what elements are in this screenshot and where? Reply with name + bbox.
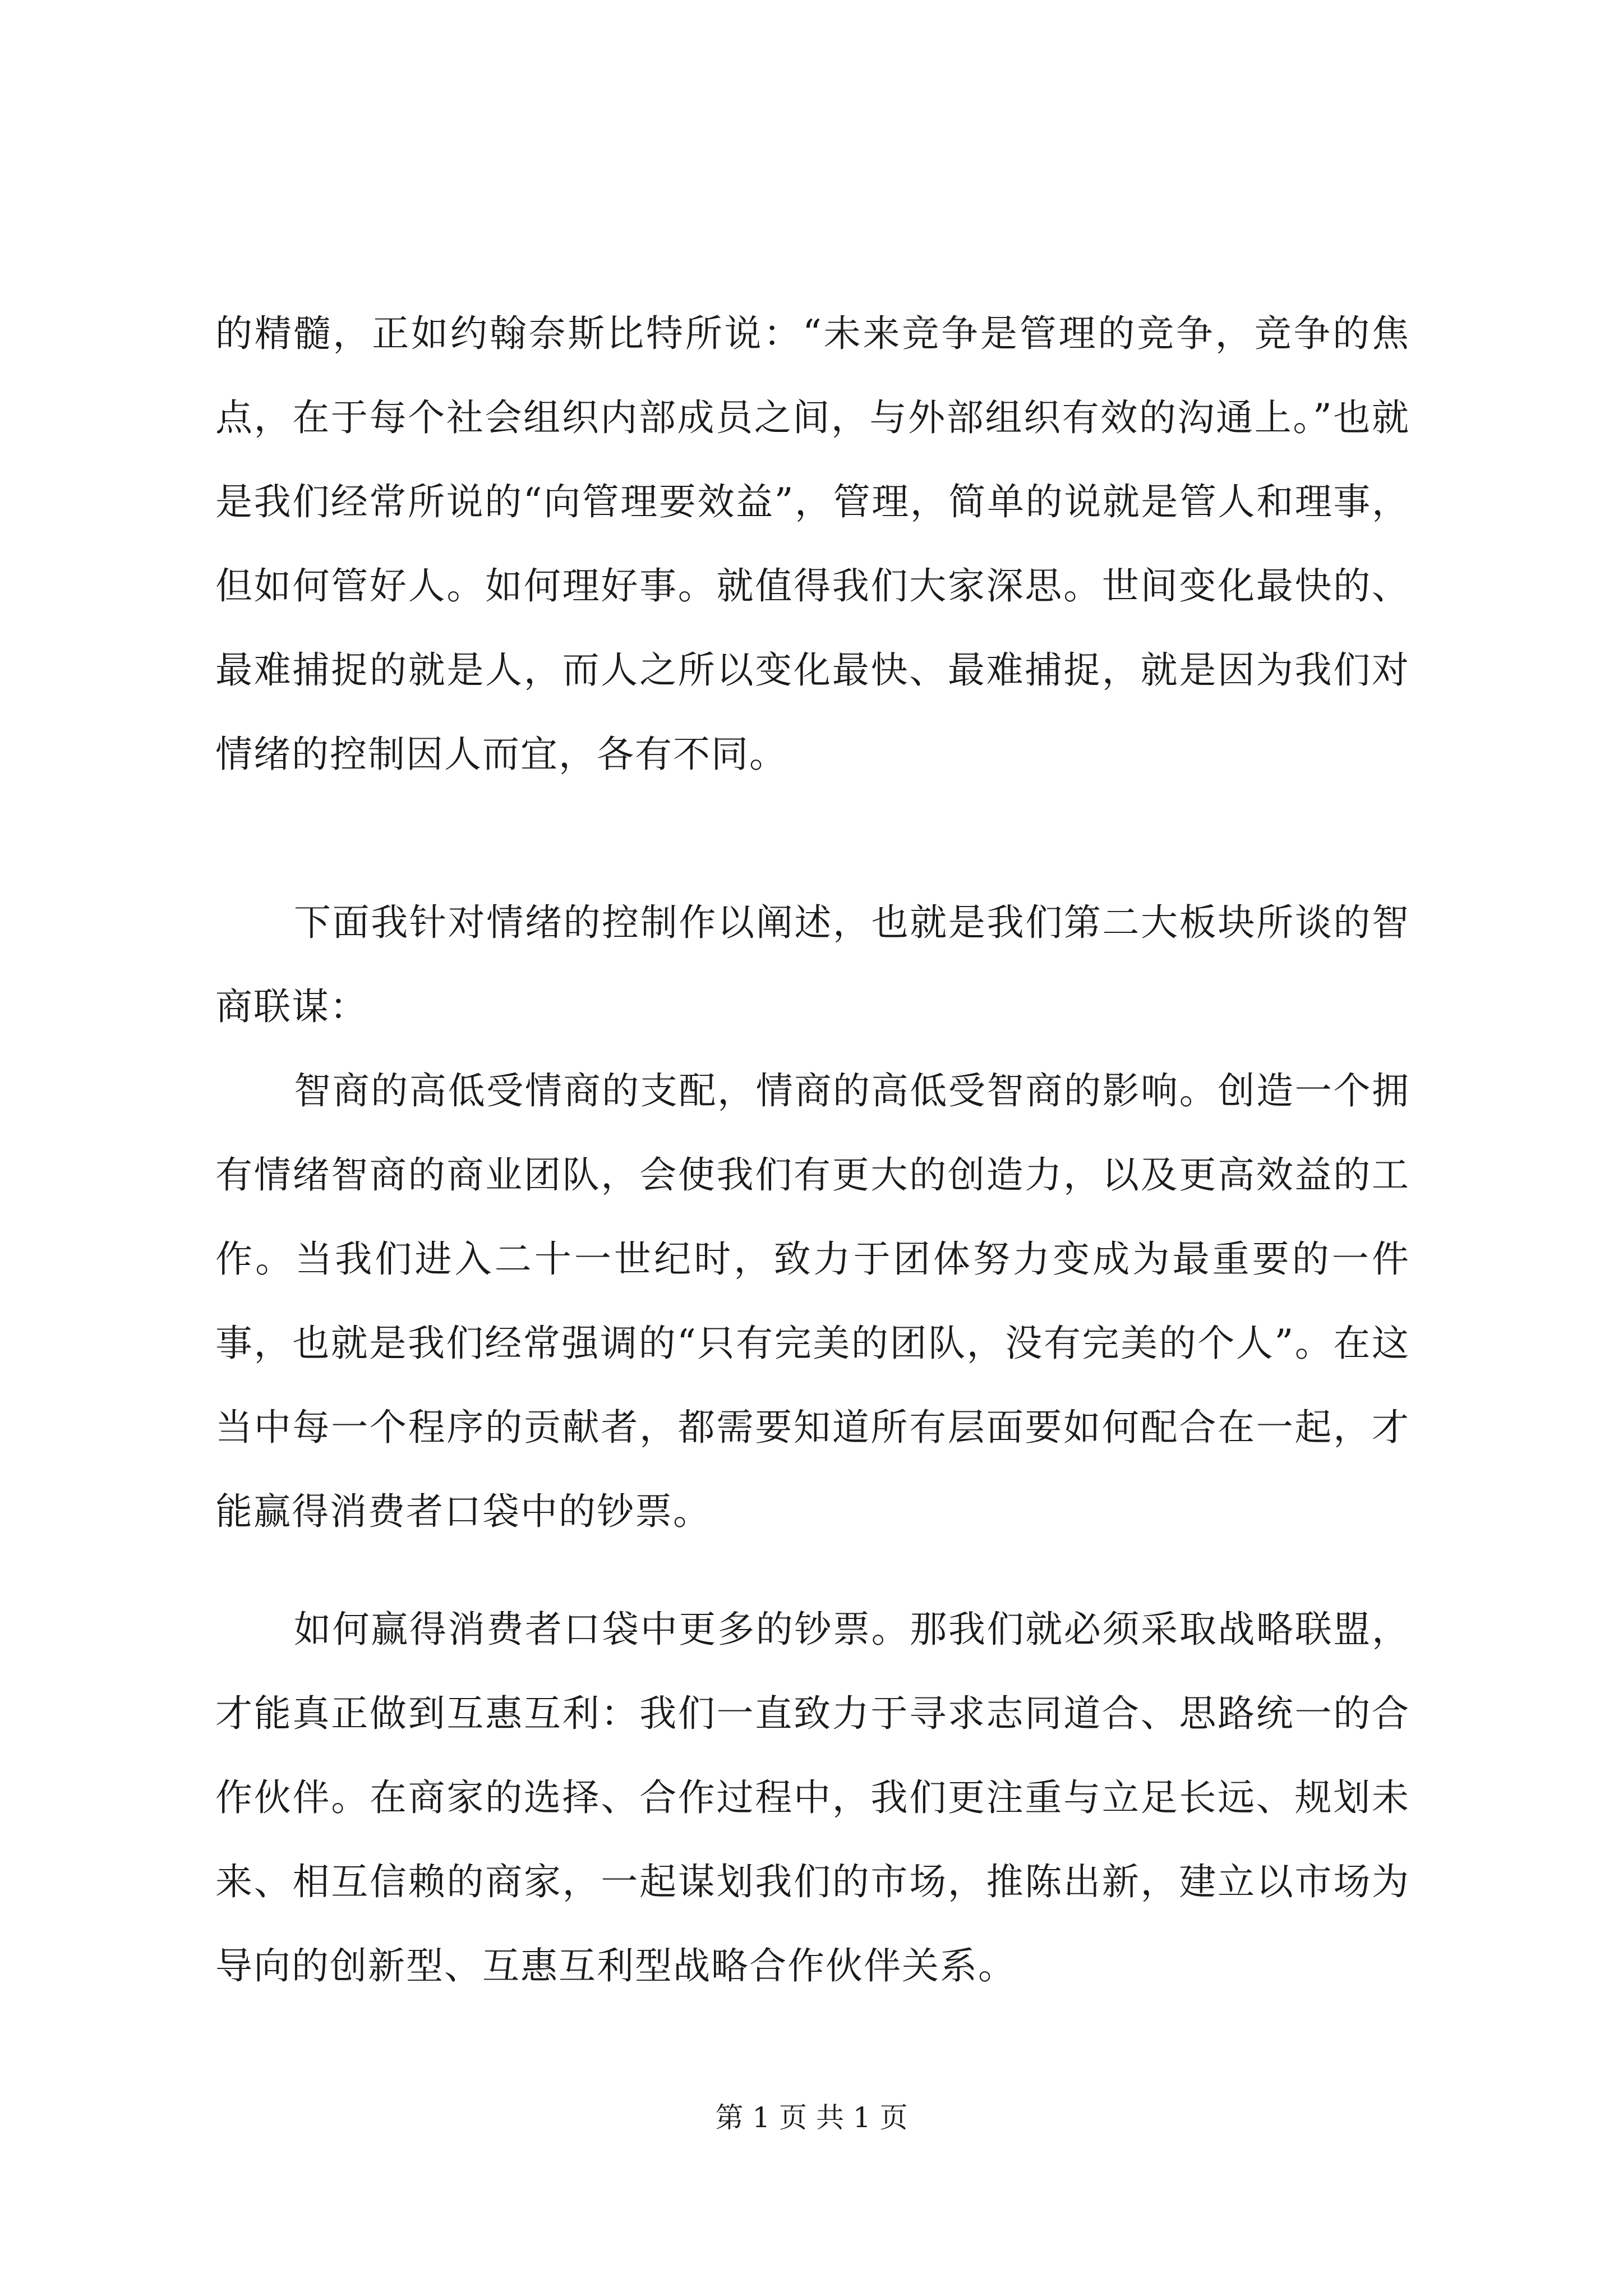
paragraph-iq-eq: 智商的高低受情商的支配，情商的高低受智商的影响。创造一个拥有情绪智商的商业团队，会使我们有更大的创造力，以及更高效益的工作。当我们进入二十一世纪时，致力于团体努力变成为最重要的一件事，也就是我们经常强调的“只有完美的团队，没有完美的个人”。在这当中每一个程序的贡献者，都需要知道所有层面要如何配合在一起，才能赢得消费者口袋中的钞票。 [215, 1069, 1410, 1533]
page-number-footer: 第 1 页 共 1 页 [715, 2101, 908, 2134]
paragraph-continuation: 的精髓，正如约翰奈斯比特所说：“未来竞争是管理的竞争，竞争的焦点，在于每个社会组织内部成员之间，与外部组织有效的沟通上。”也就是我们经常所说的“向管理要效益”，管理，简单的说就是管人和理事，但如何管好人。如何理好事。就值得我们大家深思。世间变化最快的、最难捕捉的就是人，而人之所以变化最快、最难捕捉，就是因为我们对情绪的控制因人而宜，各有不同。 [215, 312, 1410, 776]
paragraph-strategic-alliance: 如何赢得消费者口袋中更多的钞票。那我们就必须采取战略联盟，才能真正做到互惠互利：我们一直致力于寻求志同道合、思路统一的合作伙伴。在商家的选择、合作过程中，我们更注重与立足长远、规划未来、相互信赖的商家，一起谋划我们的市场，推陈出新，建立以市场为导向的创新型、互惠互利型战略合作伙伴关系。 [215, 1608, 1410, 1987]
paragraph-emotion-control-intro: 下面我针对情绪的控制作以阐述，也就是我们第二大板块所谈的智商联谋： [215, 901, 1410, 1028]
